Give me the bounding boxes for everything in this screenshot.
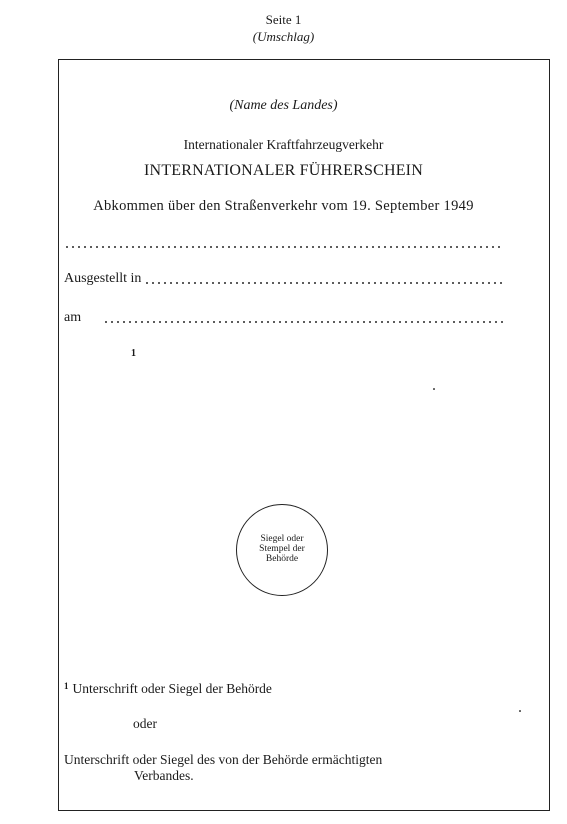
footnote-alternative-cont: Verbandes.	[134, 768, 194, 783]
footnote-or: oder	[133, 716, 157, 731]
dotted-fill	[144, 282, 503, 284]
page-subtitle: (Umschlag)	[252, 29, 315, 44]
footnote-text: Unterschrift oder Siegel der Behörde	[72, 681, 272, 696]
seal-text-line: Siegel oder	[260, 534, 304, 545]
issued-in-field	[64, 273, 503, 287]
seal-circle	[236, 504, 328, 596]
date-field	[64, 312, 503, 326]
dotted-fill	[103, 321, 503, 323]
convention-line: Abkommen über den Straßenverkehr vom 19. September 1949	[93, 198, 474, 214]
seal-text-line: Behörde	[265, 553, 299, 564]
footnote-marker: 1	[64, 681, 69, 691]
issued-label: Ausgestellt in	[64, 271, 142, 286]
scan-speck	[519, 710, 521, 712]
dotted-fill	[64, 246, 503, 248]
date-label: am	[64, 310, 82, 325]
traffic-line: Internationaler Kraftfahrzeugverkehr	[183, 137, 384, 152]
permit-title: INTERNATIONALER FÜHRERSCHEIN	[144, 162, 423, 179]
scan-speck	[433, 388, 435, 390]
page-number: Seite 1	[265, 12, 302, 27]
country-placeholder: (Name des Landes)	[229, 98, 338, 113]
footnote-line	[64, 681, 272, 697]
footnote-reference: 1	[131, 348, 136, 359]
blank-dotted-line	[64, 237, 503, 251]
footnote-alternative: Unterschrift oder Siegel des von der Behörde ermächtigten	[64, 752, 383, 767]
seal-text-line: Stempel der	[259, 544, 305, 555]
